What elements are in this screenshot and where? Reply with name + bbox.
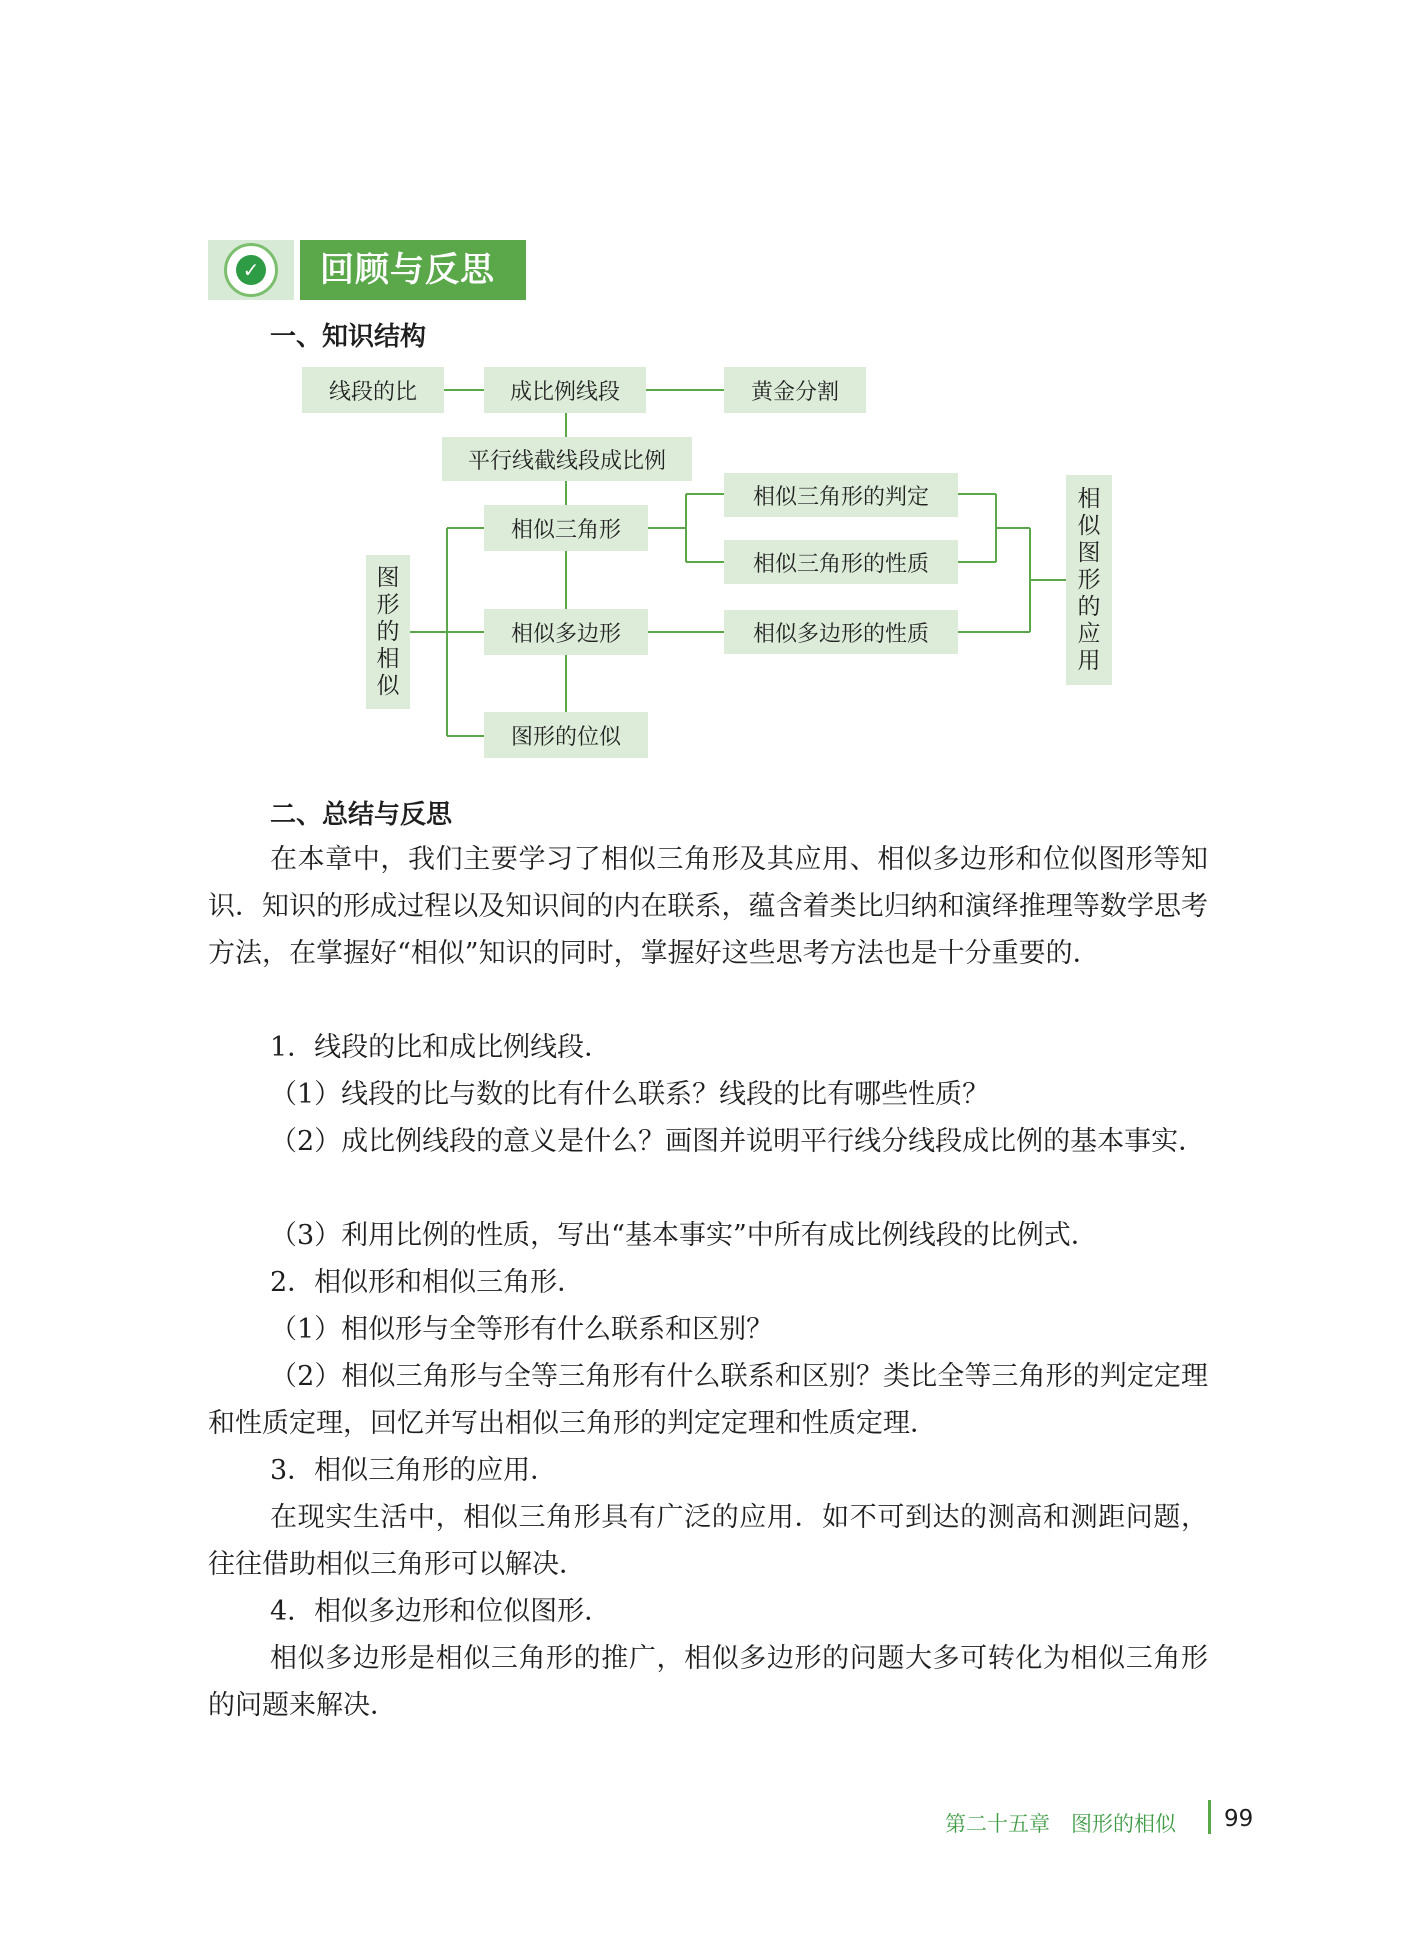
node-triangle-properties: 相似三角形的性质 xyxy=(724,540,958,584)
node-similar-triangles: 相似三角形 xyxy=(484,505,648,551)
node-triangle-criteria: 相似三角形的判定 xyxy=(724,473,958,517)
node-similar-polygons: 相似多边形 xyxy=(484,609,648,655)
item2-title: 2．相似形和相似三角形． xyxy=(270,1267,585,1298)
chapter-footer: 第二十五章 图形的相似 xyxy=(945,1812,1176,1836)
node-proportional-segments: 成比例线段 xyxy=(484,367,646,413)
node-parallel-lines-proportional: 平行线截线段成比例 xyxy=(442,437,692,481)
intro-paragraph: 在本章中，我们主要学习了相似三角形及其应用、相似多边形和位似图形等知识．知识的形成过程以及知识间的内在联系，蕴含着类比归纳和演绎推理等数学思考方法，在掌握好“相似”知识的同时，掌握好这些思考方法也是十分重要的． xyxy=(208,844,1208,969)
node-polygon-properties: 相似多边形的性质 xyxy=(724,610,958,654)
section-title: 回顾与反思 xyxy=(300,240,526,300)
knowledge-structure-heading: 一、知识结构 xyxy=(270,322,427,352)
item4-text: 相似多边形是相似三角形的推广，相似多边形的问题大多可转化为相似三角形的问题来解决． xyxy=(208,1643,1208,1721)
summary-heading: 二、总结与反思 xyxy=(270,800,453,830)
footer-divider xyxy=(1208,1800,1211,1834)
item2-question2: （2）相似三角形与全等三角形有什么联系和区别？类比全等三角形的判定定理和性质定理，回忆并写出相似三角形的判定定理和性质定理． xyxy=(208,1361,1208,1439)
node-similarity-of-figures: 图 形 的 相 似 xyxy=(366,555,410,709)
node-segment-ratio: 线段的比 xyxy=(302,367,444,413)
item4-title: 4．相似多边形和位似图形． xyxy=(270,1596,612,1627)
item1-question2: （2）成比例线段的意义是什么？画图并说明平行线分线段成比例的基本事实． xyxy=(270,1126,1206,1157)
item1-title: 1．线段的比和成比例线段． xyxy=(270,1032,612,1063)
item2-question1: （1）相似形与全等形有什么联系和区别？ xyxy=(270,1314,774,1345)
node-similarity-applications: 相 似 图 形 的 应 用 xyxy=(1066,475,1112,685)
page-number: 99 xyxy=(1224,1806,1254,1832)
node-homothety: 图形的位似 xyxy=(484,712,648,758)
item3-text: 在现实生活中，相似三角形具有广泛的应用．如不可到达的测高和测距问题，往往借助相似三角形可以解决． xyxy=(208,1502,1208,1580)
item3-title: 3．相似三角形的应用． xyxy=(270,1455,558,1486)
item1-question3: （3）利用比例的性质，写出“基本事实”中所有成比例线段的比例式． xyxy=(270,1220,1098,1251)
node-golden-section: 黄金分割 xyxy=(724,367,866,413)
item1-question1: （1）线段的比与数的比有什么联系？线段的比有哪些性质？ xyxy=(270,1079,990,1110)
checklist-cycle-icon: ✓ xyxy=(224,243,278,297)
